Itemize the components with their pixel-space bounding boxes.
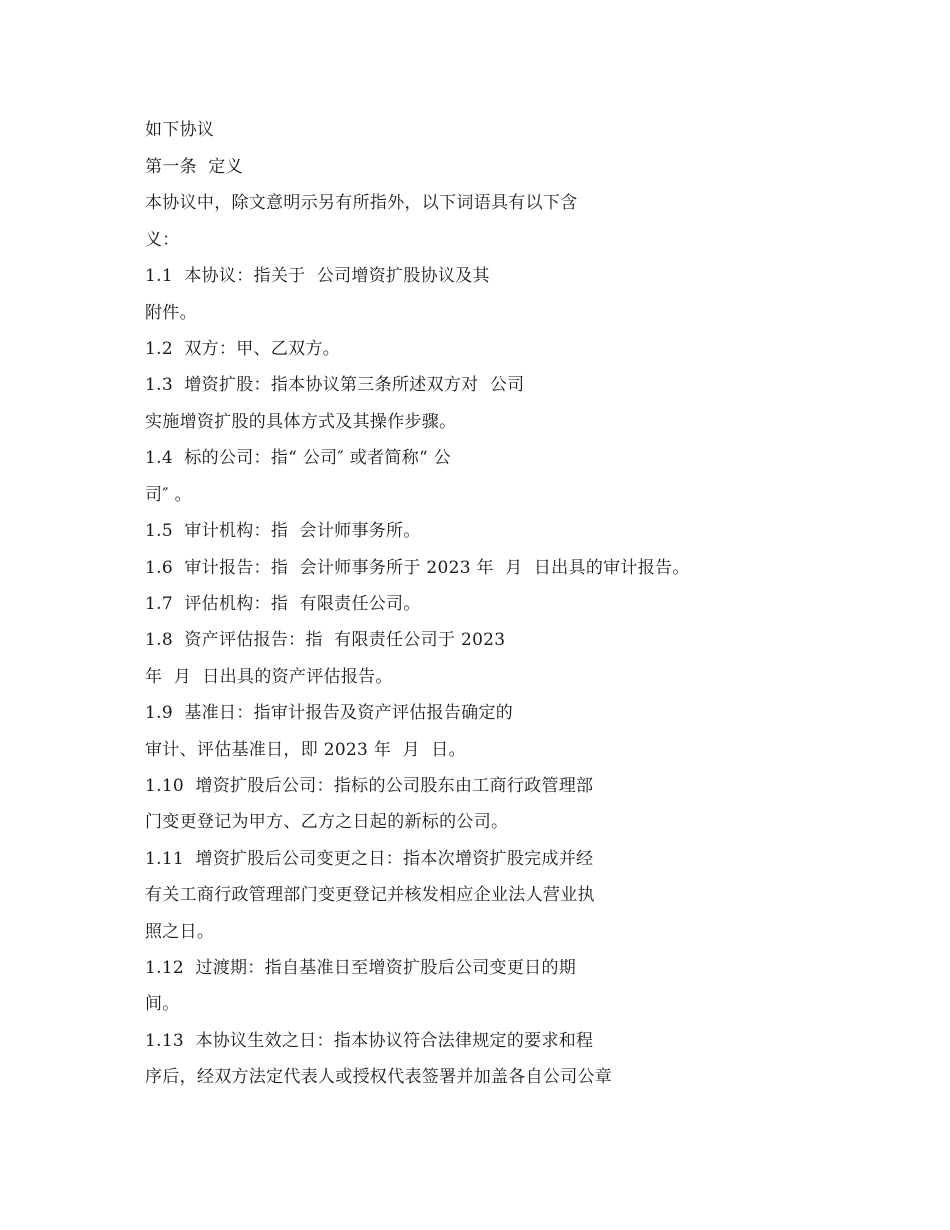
definition-1-7: 1.7 评估机构：指 有限责任公司。 [145,594,421,614]
paragraph-line: 本协议中，除文意明示另有所指外，以下词语具有以下含 [145,193,578,213]
paragraph-line: 义： [145,230,180,250]
paragraph-line: 门变更登记为甲方、乙方之日起的新标的公司。 [145,812,509,832]
definition-1-12: 1.12 过渡期：指自基准日至增资扩股后公司变更日的期 [145,958,577,978]
definition-1-3: 1.3 增资扩股：指本协议第三条所述双方对 公司 [145,375,525,395]
definition-1-1: 1.1 本协议：指关于 公司增资扩股协议及其 [145,266,490,286]
definition-1-11: 1.11 增资扩股后公司变更之日：指本次增资扩股完成并经 [145,849,594,869]
definition-1-8: 1.8 资产评估报告：指 有限责任公司于 2023 [145,630,506,650]
paragraph-line: 附件。 [145,303,197,323]
paragraph-line: 年 月 日出具的资产评估报告。 [145,667,393,687]
definition-1-9: 1.9 基准日：指审计报告及资产评估报告确定的 [145,703,514,723]
definition-1-13: 1.13 本协议生效之日：指本协议符合法律规定的要求和程 [145,1031,594,1051]
paragraph-line: 有关工商行政管理部门变更登记并核发相应企业法人营业执 [145,885,595,905]
paragraph-line: 实施增资扩股的具体方式及其操作步骤。 [145,412,457,432]
paragraph-line: 司″ 。 [145,485,192,505]
paragraph-line: 审计、评估基准日，即 2023 年 月 日。 [145,740,466,760]
paragraph-line: 序后，经双方法定代表人或授权代表签署并加盖各自公司公章 [145,1067,613,1087]
heading-agreement-intro: 如下协议 [145,120,215,140]
paragraph-line: 间。 [145,994,180,1014]
definition-1-6: 1.6 审计报告：指 会计师事务所于 2023 年 月 日出具的审计报告。 [145,558,690,578]
paragraph-line: 照之日。 [145,922,215,942]
definition-1-2: 1.2 双方：甲、乙双方。 [145,339,341,359]
definition-1-10: 1.10 增资扩股后公司：指标的公司股东由工商行政管理部 [145,776,594,796]
definition-1-5: 1.5 审计机构：指 会计师事务所。 [145,521,421,541]
article-1-title: 第一条 定义 [145,157,243,177]
definition-1-4: 1.4 标的公司：指“ 公司″ 或者简称“ 公 [145,448,451,468]
